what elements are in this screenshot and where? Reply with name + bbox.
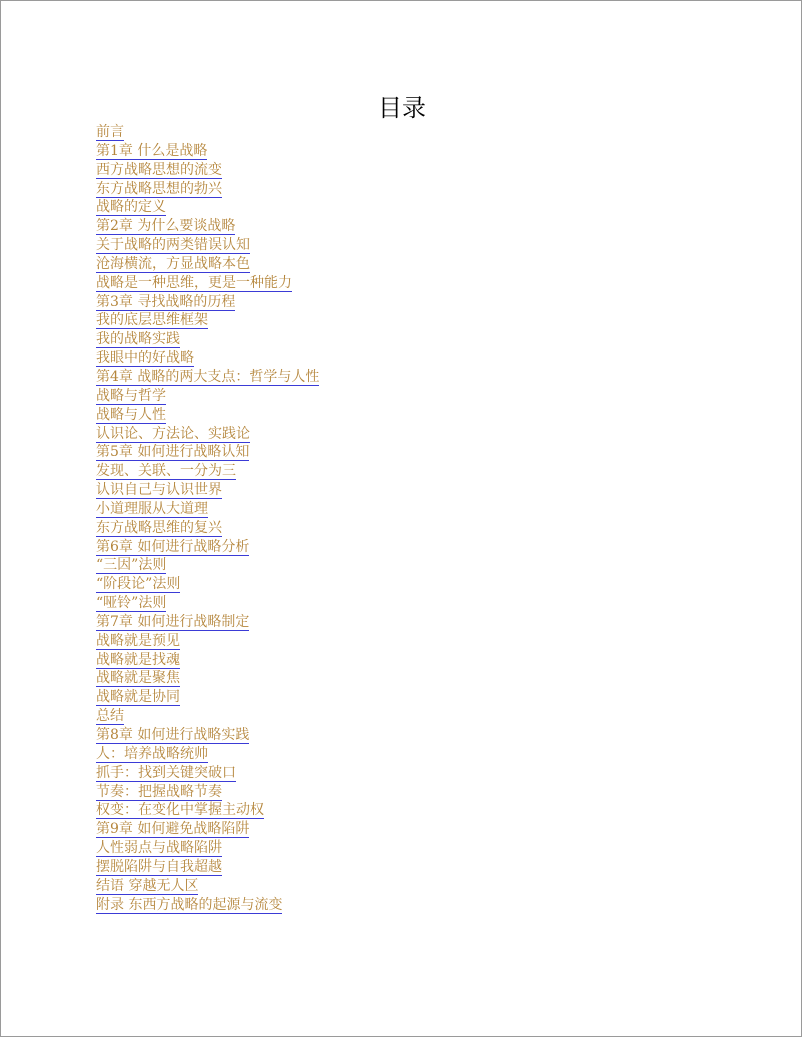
toc-entry bbox=[96, 651, 319, 670]
toc-link[interactable]: “阶段论”法则 bbox=[96, 576, 181, 593]
toc-link[interactable]: 摆脱陷阱与自我超越 bbox=[96, 858, 222, 875]
toc-link[interactable]: 战略与哲学 bbox=[96, 387, 166, 404]
toc-link[interactable]: 第3章 寻找战略的历程 bbox=[96, 293, 236, 310]
toc-link[interactable]: 认识自己与认识世界 bbox=[96, 482, 222, 499]
toc-link[interactable]: 发现、关联、一分为三 bbox=[96, 463, 236, 480]
toc-link[interactable]: 前言 bbox=[96, 124, 124, 140]
toc-link[interactable]: 结语 穿越无人区 bbox=[96, 877, 199, 894]
toc-entry bbox=[96, 406, 319, 425]
toc-entry bbox=[96, 330, 319, 349]
toc-entry bbox=[96, 783, 319, 802]
toc-entry bbox=[96, 726, 319, 745]
toc-link[interactable]: 战略的定义 bbox=[96, 199, 166, 216]
toc-link[interactable]: 人：培养战略统帅 bbox=[96, 745, 208, 762]
toc-entry bbox=[96, 443, 319, 462]
toc-entry bbox=[96, 519, 319, 538]
toc-entry bbox=[96, 274, 319, 293]
toc-entry bbox=[96, 368, 319, 387]
toc-entry bbox=[96, 764, 319, 783]
toc-entry bbox=[96, 481, 319, 500]
toc-entry bbox=[96, 707, 319, 726]
toc-link[interactable]: 战略是一种思维，更是一种能力 bbox=[96, 274, 292, 291]
toc-link[interactable]: 第9章 如何避免战略陷阱 bbox=[96, 821, 250, 838]
toc-entry bbox=[96, 255, 319, 274]
toc-link[interactable]: 我眼中的好战略 bbox=[96, 350, 194, 367]
toc-entry bbox=[96, 745, 319, 764]
toc-link[interactable]: 战略与人性 bbox=[96, 406, 166, 423]
toc-link[interactable]: 战略就是找魂 bbox=[96, 651, 180, 668]
toc-link[interactable]: 总结 bbox=[96, 708, 124, 725]
toc-link[interactable]: 人性弱点与战略陷阱 bbox=[96, 840, 222, 857]
toc-entry bbox=[96, 594, 319, 613]
toc-link[interactable]: 第4章 战略的两大支点：哲学与人性 bbox=[96, 368, 320, 385]
toc-entry bbox=[96, 293, 319, 312]
toc-link[interactable]: 东方战略思想的勃兴 bbox=[96, 180, 222, 197]
toc-link[interactable]: 附录 东西方战略的起源与流变 bbox=[96, 896, 283, 913]
toc-entry bbox=[96, 896, 319, 915]
toc-link[interactable]: 权变：在变化中掌握主动权 bbox=[96, 802, 264, 819]
toc-entry bbox=[96, 236, 319, 255]
toc-link[interactable]: 小道理服从大道理 bbox=[96, 500, 208, 517]
toc-entry bbox=[96, 462, 319, 481]
toc-entry bbox=[96, 161, 319, 180]
toc-entry bbox=[96, 877, 319, 896]
toc-entry bbox=[96, 858, 319, 877]
toc-link[interactable]: 战略就是聚焦 bbox=[96, 670, 180, 687]
toc-entry bbox=[96, 387, 319, 406]
toc-entry bbox=[96, 575, 319, 594]
toc-entry bbox=[96, 142, 319, 161]
toc-entry bbox=[96, 688, 319, 707]
toc-link[interactable]: 第2章 为什么要谈战略 bbox=[96, 218, 236, 235]
toc-link[interactable]: 认识论、方法论、实践论 bbox=[96, 425, 250, 442]
toc-link[interactable]: 我的战略实践 bbox=[96, 331, 180, 348]
toc-entry bbox=[96, 556, 319, 575]
toc-entry bbox=[96, 839, 319, 858]
toc-entry bbox=[96, 538, 319, 557]
toc-entry bbox=[96, 613, 319, 632]
toc-link[interactable]: 抓手：找到关键突破口 bbox=[96, 764, 236, 781]
toc-link[interactable]: 战略就是协同 bbox=[96, 689, 180, 706]
toc-link[interactable]: 关于战略的两类错误认知 bbox=[96, 237, 250, 254]
toc-link[interactable]: “三因”法则 bbox=[96, 557, 167, 574]
toc-entry bbox=[96, 311, 319, 330]
toc-link[interactable]: “哑铃”法则 bbox=[96, 595, 167, 612]
toc-link[interactable]: 我的底层思维框架 bbox=[96, 312, 208, 329]
toc-link[interactable]: 第6章 如何进行战略分析 bbox=[96, 538, 250, 555]
toc-link[interactable]: 第8章 如何进行战略实践 bbox=[96, 727, 250, 743]
toc-entry bbox=[96, 198, 319, 217]
toc-entry bbox=[96, 632, 319, 651]
toc-entry bbox=[96, 500, 319, 519]
toc-link[interactable]: 东方战略思维的复兴 bbox=[96, 519, 222, 536]
toc-entry bbox=[96, 217, 319, 236]
toc-entry bbox=[96, 669, 319, 688]
toc-link[interactable]: 第5章 如何进行战略认知 bbox=[96, 444, 250, 461]
toc-link[interactable]: 第7章 如何进行战略制定 bbox=[96, 613, 250, 630]
toc-link[interactable]: 沧海横流，方显战略本色 bbox=[96, 255, 250, 272]
toc-entry bbox=[96, 425, 319, 444]
toc-entry bbox=[96, 801, 319, 820]
toc-link[interactable]: 节奏：把握战略节奏 bbox=[96, 783, 222, 800]
toc-link[interactable]: 西方战略思想的流变 bbox=[96, 161, 222, 178]
toc-link[interactable]: 第1章 什么是战略 bbox=[96, 142, 208, 159]
toc-title: 目录 bbox=[378, 94, 426, 122]
toc-entry bbox=[96, 123, 319, 142]
toc-entry bbox=[96, 820, 319, 839]
toc-link[interactable]: 战略就是预见 bbox=[96, 632, 180, 649]
table-of-contents bbox=[96, 123, 319, 914]
toc-entry bbox=[96, 180, 319, 199]
toc-entry bbox=[96, 349, 319, 368]
